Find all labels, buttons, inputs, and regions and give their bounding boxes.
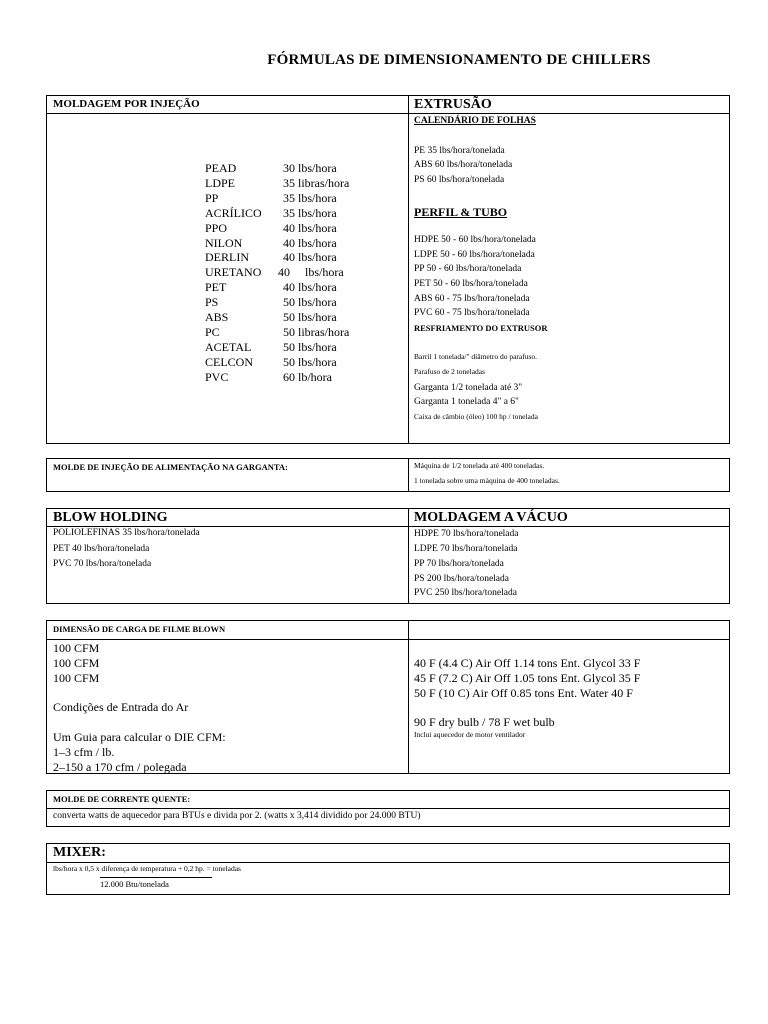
air-off-row: 45 F (7.2 C) Air Off 1.05 tons Ent. Glycol 35 F <box>414 671 641 685</box>
fraction-bar <box>100 877 212 878</box>
material-name: DERLIN <box>205 250 249 264</box>
extrusion-header: EXTRUSÃO <box>414 97 492 112</box>
blow-item: PET 40 lbs/hora/tonelada <box>53 544 150 554</box>
blow-header: BLOW HOLDING <box>53 510 168 525</box>
cooling-screw: Parafuso de 2 toneladas <box>414 367 486 376</box>
vacuum-item: PS 200 lbs/hora/tonelada <box>414 574 509 584</box>
profile-item: LDPE 50 - 60 lbs/hora/tonelada <box>414 250 535 260</box>
material-name: PS <box>205 295 219 309</box>
blown-film-table <box>46 620 730 774</box>
mixer-header: MIXER: <box>53 845 106 860</box>
die-cfm-rule: 2–150 a 170 cfm / polegada <box>53 760 187 774</box>
profile-item: HDPE 50 - 60 lbs/hora/tonelada <box>414 235 536 245</box>
hot-runner-table <box>46 790 730 827</box>
hot-runner-header: MOLDE DE CORRENTE QUENTE: <box>53 794 191 804</box>
injection-extrusion-table <box>46 95 730 444</box>
material-rate: 35 libras/hora <box>283 176 350 190</box>
material-rate: 40 lbs/hora <box>283 250 337 264</box>
material-rate: 40 lbs/hora <box>278 265 344 279</box>
die-cfm-rule: 1–3 cfm / lb. <box>53 745 115 759</box>
throat-one-ton: Garganta 1 tonelada 4" a 6" <box>414 397 519 407</box>
calendar-item: PE 35 lbs/hora/tonelada <box>414 146 505 156</box>
page-title: FÓRMULAS DE DIMENSIONAMENTO DE CHILLERS <box>267 52 651 68</box>
material-rate: 40 lbs/hora <box>283 221 337 235</box>
material-rate: 40 lbs/hora <box>283 280 337 294</box>
cfm-value: 100 CFM <box>53 641 100 655</box>
material-name: ACETAL <box>205 340 252 354</box>
fan-heater-note: Inclui aquecedor de motor ventilador <box>414 730 526 739</box>
material-name: ABS <box>205 310 229 324</box>
material-name: LDPE <box>205 176 235 190</box>
profile-item: PVC 60 - 75 lbs/hora/tonelada <box>414 308 530 318</box>
material-rate: 40 lbs/hora <box>283 236 337 250</box>
material-name: PP <box>205 191 219 205</box>
throat-mold-table <box>46 458 730 492</box>
cooling-barrel: Barril 1 tonelada/" diâmetro do parafuso. <box>414 352 538 361</box>
blow-item: POLIOLEFINAS 35 lbs/hora/tonelada <box>53 528 200 538</box>
mixer-formula: lbs/hora x 0,5 x diferença de temperatura + 0,2 hp. = toneladas <box>53 864 241 873</box>
throat-mold-line: 1 tonelada sobre uma máquina de 400 toneladas. <box>414 476 560 485</box>
material-name: PC <box>205 325 220 339</box>
calendar-item: PS 60 lbs/hora/tonelada <box>414 175 505 185</box>
air-off-row: 40 F (4.4 C) Air Off 1.14 tons Ent. Glycol 33 F <box>414 656 641 670</box>
material-rate: 50 lbs/hora <box>283 295 337 309</box>
throat-half-ton: Garganta 1/2 tonelada até 3" <box>414 383 523 393</box>
vacuum-item: PVC 250 lbs/hora/tonelada <box>414 588 517 598</box>
material-rate: 35 lbs/hora <box>283 191 337 205</box>
material-name: CELCON <box>205 355 253 369</box>
gearbox-note: Caixa de câmbio (óleo) 100 hp / tonelada <box>414 412 538 421</box>
material-name: PPO <box>205 221 228 235</box>
material-name: PET <box>205 280 227 294</box>
bulb-temps: 90 F dry bulb / 78 F wet bulb <box>414 715 555 729</box>
vacuum-item: PP 70 lbs/hora/tonelada <box>414 559 504 569</box>
material-rate: 35 lbs/hora <box>283 206 337 220</box>
blow-vacuum-table <box>46 508 730 604</box>
blown-film-header: DIMENSÃO DE CARGA DE FILME BLOWN <box>53 624 226 634</box>
mixer-table <box>46 843 730 895</box>
air-off-row: 50 F (10 C) Air Off 0.85 tons Ent. Water 40 F <box>414 686 633 700</box>
material-name: ACRÍLICO <box>205 206 262 220</box>
vacuum-item: HDPE 70 lbs/hora/tonelada <box>414 529 519 539</box>
calendar-item: ABS 60 lbs/hora/tonelada <box>414 160 513 170</box>
throat-mold-header: MOLDE DE INJEÇÃO DE ALIMENTAÇÃO NA GARGANTA: <box>53 462 288 472</box>
material-rate: 60 lb/hora <box>283 370 332 384</box>
cfm-value: 100 CFM <box>53 656 100 670</box>
profile-item: PP 50 - 60 lbs/hora/tonelada <box>414 264 522 274</box>
profile-item: PET 50 - 60 lbs/hora/tonelada <box>414 279 528 289</box>
material-rate: 50 libras/hora <box>283 325 350 339</box>
die-cfm-guide: Um Guia para calcular o DIE CFM: <box>53 730 226 744</box>
vacuum-item: LDPE 70 lbs/hora/tonelada <box>414 544 518 554</box>
injection-header: MOLDAGEM POR INJEÇÃO <box>53 98 200 110</box>
profile-title: PERFIL & TUBO <box>414 205 508 219</box>
material-rate: 50 lbs/hora <box>283 355 337 369</box>
hot-runner-formula: converta watts de aquecedor para BTUs e divida por 2. (watts x 3,414 dividido por 24.000 BTU) <box>53 811 421 821</box>
vacuum-header: MOLDAGEM A VÁCUO <box>414 510 568 525</box>
profile-item: ABS 60 - 75 lbs/hora/tonelada <box>414 294 530 304</box>
material-rate: 50 lbs/hora <box>283 310 337 324</box>
calendar-title: CALENDÁRIO DE FOLHAS <box>414 116 536 126</box>
material-name: URETANO <box>205 265 262 279</box>
material-name: PEAD <box>205 161 237 175</box>
mixer-divisor: 12.000 Btu/tonelada <box>100 879 169 889</box>
material-rate: 50 lbs/hora <box>283 340 337 354</box>
blow-item: PVC 70 lbs/hora/tonelada <box>53 559 152 569</box>
throat-mold-line: Máquina de 1/2 tonelada até 400 toneladas. <box>414 461 545 470</box>
air-inlet-label: Condições de Entrada do Ar <box>53 700 189 714</box>
cfm-value: 100 CFM <box>53 671 100 685</box>
cooling-title: RESFRIAMENTO DO EXTRUSOR <box>414 323 548 333</box>
material-name: PVC <box>205 370 229 384</box>
material-name: NILON <box>205 236 243 250</box>
material-rate: 30 lbs/hora <box>283 161 337 175</box>
